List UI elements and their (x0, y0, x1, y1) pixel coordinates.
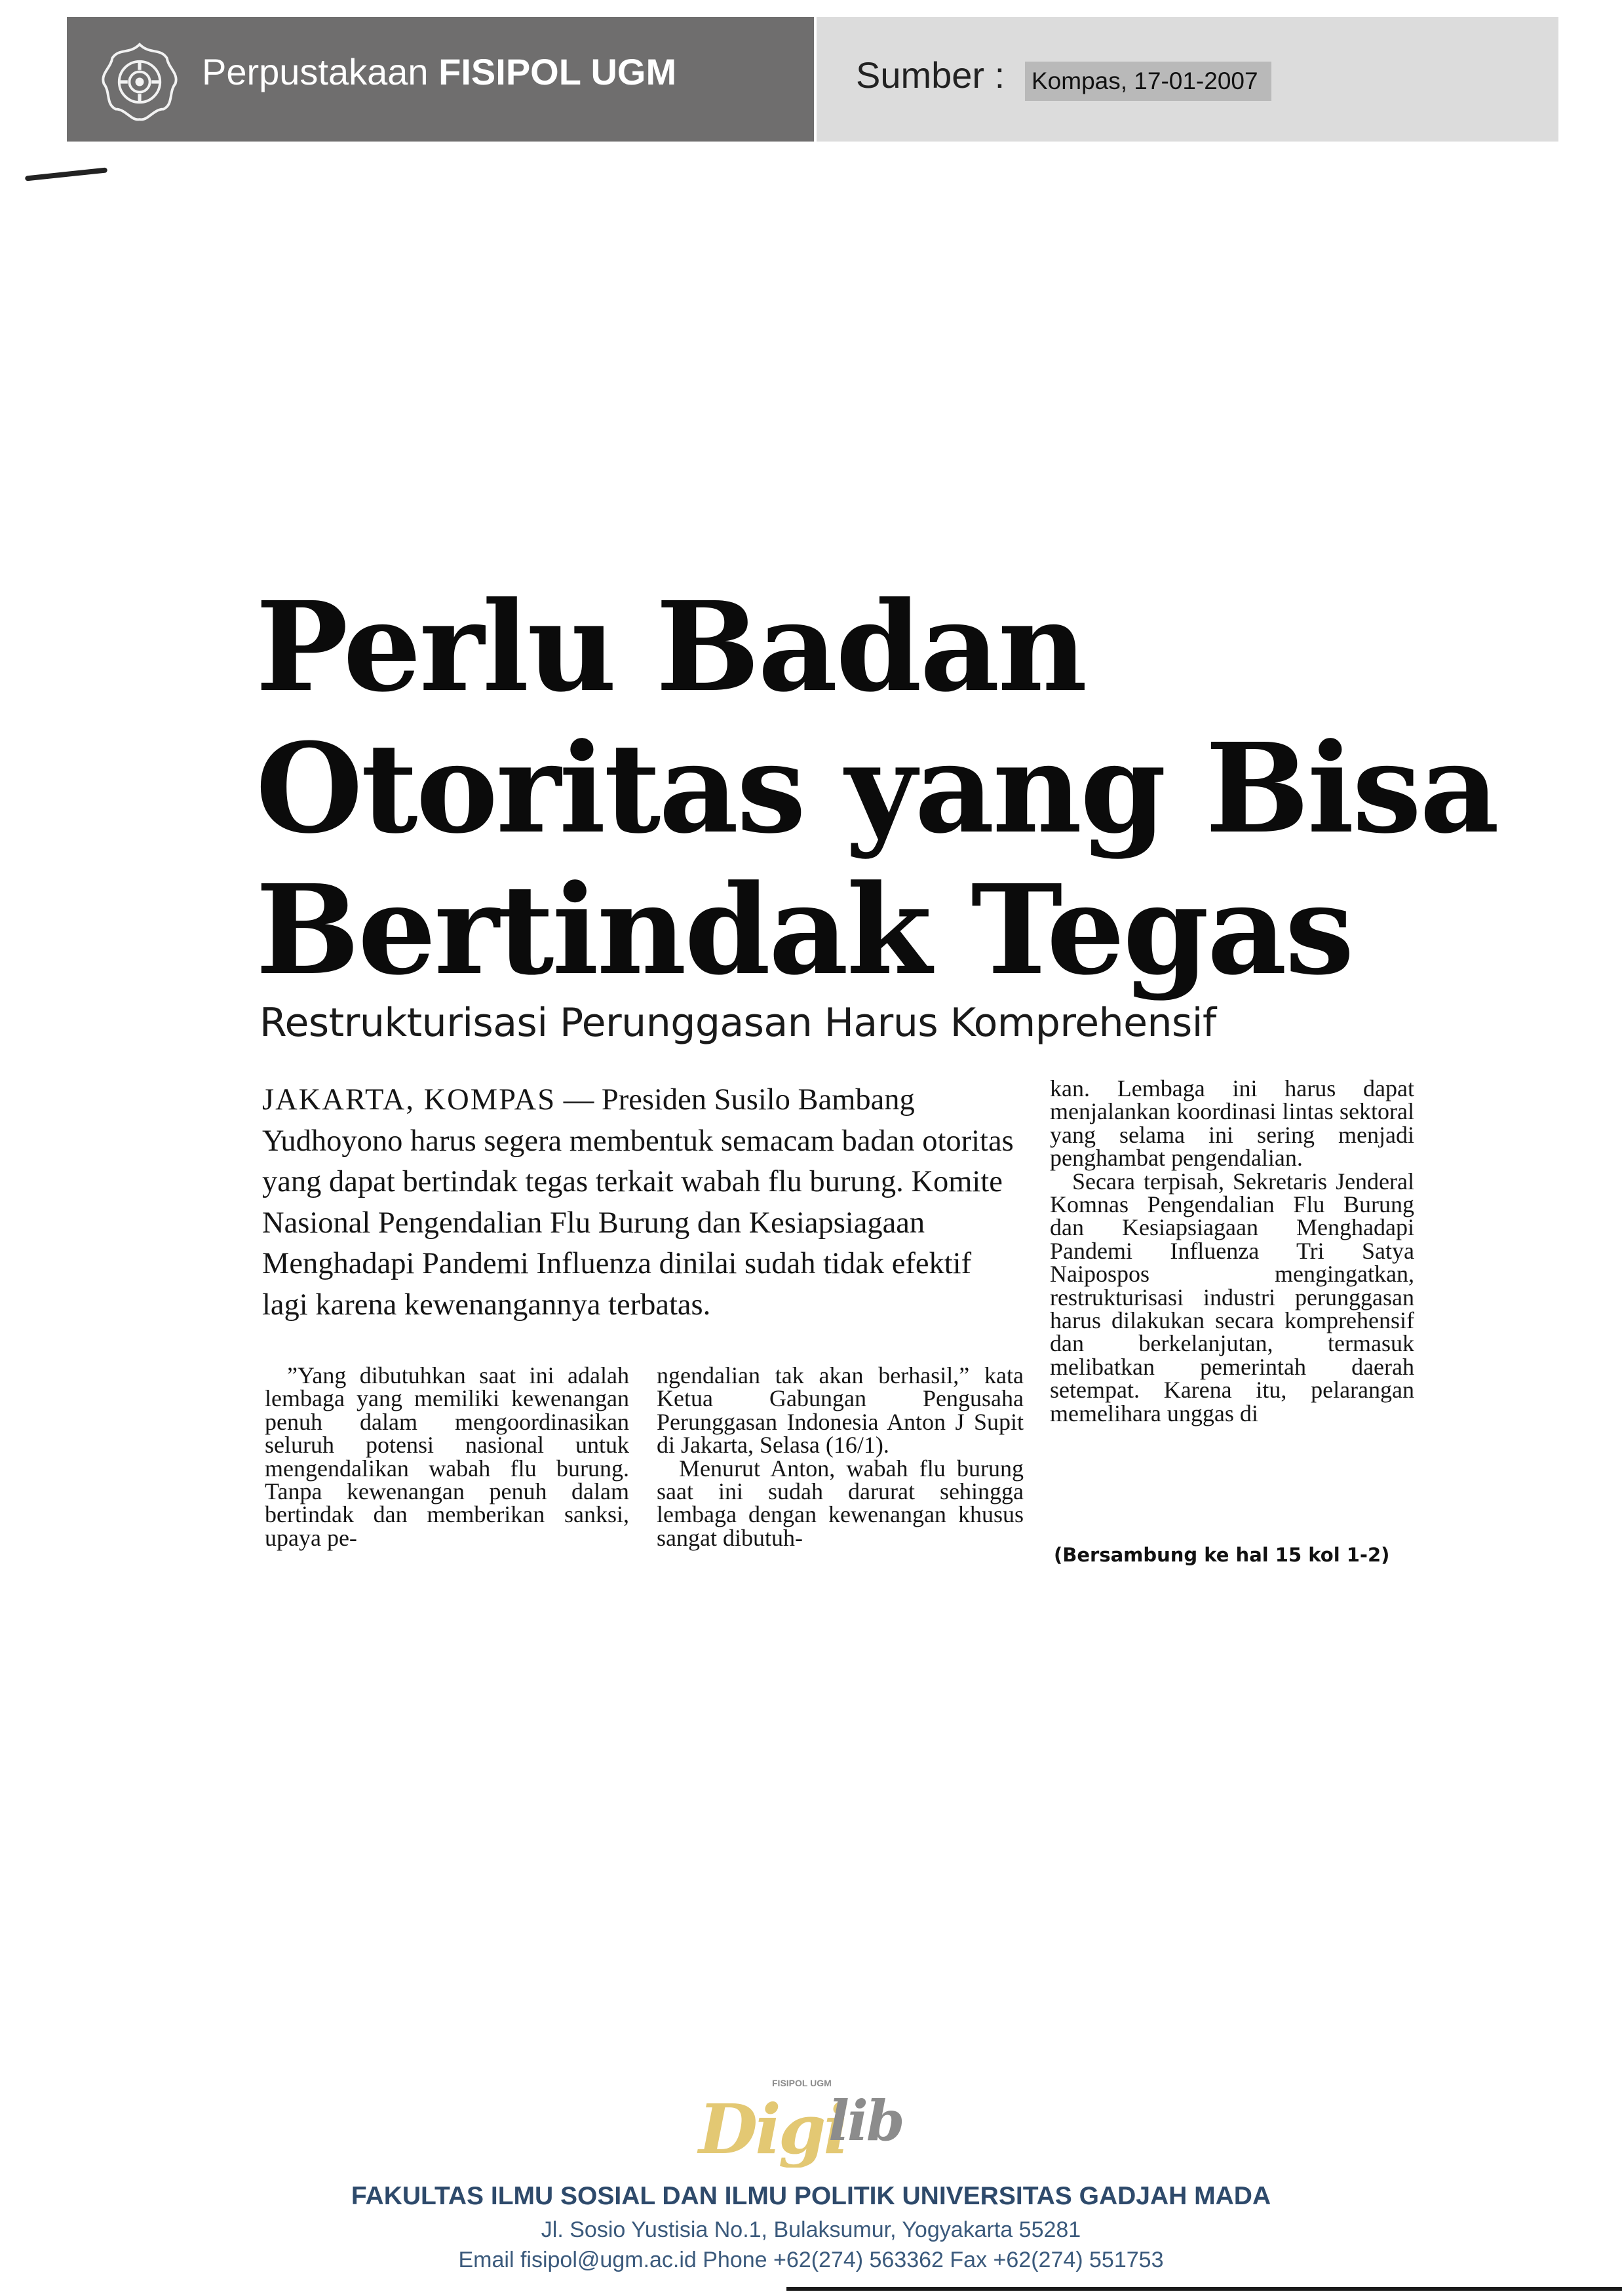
bottom-rule (786, 2287, 1622, 2291)
source-label: Sumber : (856, 54, 1005, 96)
article-column-2 (657, 1364, 1024, 1550)
continuation-note: (Bersambung ke hal 15 kol 1-2) (1054, 1544, 1390, 1566)
contact-info: Email fisipol@ugm.ac.id Phone +62(274) 563362 Fax +62(274) 551753 (458, 2248, 1164, 2272)
headline-line-3: Bertindak Tegas (256, 858, 1353, 1003)
article-column-1 (265, 1364, 629, 1550)
library-prefix: Perpustakaan (202, 51, 439, 92)
digilib-word-digi: Digi (699, 2089, 847, 2168)
source-banner (817, 17, 1558, 142)
library-name: FISIPOL UGM (438, 51, 677, 92)
paragraph: kan. Lembaga ini harus dapat menjalankan koordinasi lintas sektoral yang selama ini sering menjadi penghambat pengendalian. (1050, 1075, 1414, 1172)
paragraph: ”Yang dibutuhkan saat ini adalah lembaga yang memiliki kewenangan penuh dalam mengoordinasikan seluruh potensi nasional untuk mengendalikan wabah flu burung. Tanpa kewenangan penuh dalam bertindak dan memberikan sanksi, upaya pe- (265, 1362, 629, 1551)
address: Jl. Sosio Yustisia No.1, Bulaksumur, Yogyakarta 55281 (541, 2217, 1081, 2242)
digilib-word-lib: lib (828, 2088, 903, 2153)
faculty-name: FAKULTAS ILMU SOSIAL DAN ILMU POLITIK UNIVERSITAS GADJAH MADA (351, 2182, 1271, 2210)
source-value: Kompas, 17-01-2007 (1025, 62, 1271, 101)
headline-line-2: Otoritas yang Bisa (256, 716, 1498, 861)
headline (256, 575, 1498, 1003)
paragraph: Secara terpisah, Sekretaris Jenderal Komnas Pengendalian Flu Burung dan Kesiapsiagaan Menghadapi Pandemi Influenza Tri Satya Naipospos mengingatkan, restrukturisasi industri perunggasan harus dilakukan secara komprehensif dan berkelanjutan, termasuk melibatkan pemerintah daerah setempat. Karena itu, pelarangan memelihara unggas di (1050, 1168, 1414, 1426)
scan-artifact (25, 167, 107, 181)
dateline: JAKARTA, KOMPAS (262, 1083, 556, 1117)
lead-text: — Presiden Susilo Bambang Yudhoyono harus segera membentuk semacam badan otoritas yang dapat bertindak tegas terkait wabah flu burung. Komite Nasional Pengendalian Flu Burung dan Kesiapsiagaan Menghadapi Pandemi Influenza dinilai sudah tidak efektif lagi karena kewenangannya terbatas. (262, 1083, 1014, 1322)
digilib-logo (695, 2069, 937, 2168)
ugm-emblem-icon (97, 39, 182, 124)
library-banner (67, 17, 814, 142)
library-title (202, 51, 677, 92)
headline-line-1: Perlu Badan (256, 575, 1086, 719)
digilib-small-text: FISIPOL UGM (772, 2078, 832, 2088)
subheadline: Restrukturisasi Perunggasan Harus Komprehensif (260, 1000, 1216, 1046)
article-column-3 (1050, 1077, 1414, 1425)
paragraph: ngendalian tak akan berhasil,” kata Ketua Gabungan Pengusaha Perunggasan Indonesia Anton J Supit di Jakarta, Selasa (16/1). (657, 1362, 1024, 1459)
paragraph: Menurut Anton, wabah flu burung saat ini sudah darurat sehingga lembaga dengan kewenangan khusus sangat dibutuh- (657, 1455, 1024, 1551)
lead-paragraph (262, 1080, 1022, 1326)
